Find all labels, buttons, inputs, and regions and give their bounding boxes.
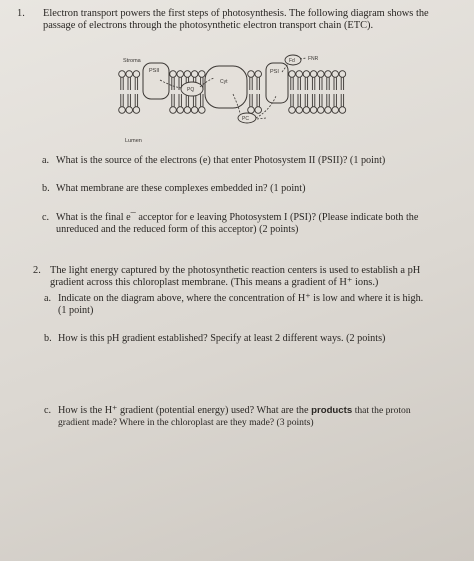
question-2-number: 2. [33, 265, 41, 276]
question-2c-text-line2: gradient made? Where in the chloroplast are they made? (3 points) [58, 417, 314, 428]
question-2-text-line2: gradient across this chloroplast membrane. (This means a gradient of H⁺ ions.) [50, 277, 379, 288]
question-2a [44, 293, 464, 319]
question-2a-label: a. [44, 293, 52, 304]
stroma-label: Stroma [123, 58, 141, 64]
question-1-text-line1: Electron transport powers the first steps of photosynthesis. The following diagram shows the [43, 8, 429, 19]
lumen-label: Lumen [125, 138, 142, 144]
question-2b [44, 333, 464, 347]
question-1b-label: b. [42, 183, 50, 194]
question-2c-text-post: that the proton [354, 405, 411, 416]
psi-label: PSI [270, 69, 279, 75]
question-1-number: 1. [17, 8, 25, 19]
question-1b-text: What membrane are these complexes embedded in? (1 point) [56, 183, 306, 194]
pc-label: PC [242, 116, 249, 122]
etc-diagram [0, 50, 474, 150]
question-2c-text-line1 [58, 405, 411, 417]
question-2a-text-line1: Indicate on the diagram above, where the concentration of H⁺ is low and where it is high. [58, 293, 424, 304]
question-2b-text: How is this pH gradient established? Specify at least 2 different ways. (2 points) [58, 333, 386, 344]
question-1c-text-line1: What is the final e¯ acceptor for e leaving Photosystem I (PSI)? (Please indicate both the [56, 212, 419, 223]
question-1a-label: a. [42, 155, 50, 166]
cyt-label: Cyt [220, 79, 228, 85]
question-2c-label: c. [44, 405, 52, 416]
question-2a-text-line2: (1 point) [58, 305, 94, 316]
fnr-label: FNR [308, 56, 319, 62]
question-1a [42, 155, 462, 169]
psii-label: PSII [149, 68, 160, 74]
fd-label: Fd [289, 58, 295, 64]
question-1c-label: c. [42, 212, 50, 223]
question-1c-text-line2: unreduced and the reduced form of this acceptor) (2 points) [56, 224, 299, 235]
pq-label: PQ [187, 87, 195, 93]
question-2c [44, 405, 464, 431]
cyt-complex [205, 66, 247, 108]
question-2c-text-pre: How is the H⁺ gradient (potential energy) used? What are the [58, 405, 309, 416]
question-2c-products-word: products [311, 405, 353, 416]
question-1a-text: What is the source of the electrons (e) that enter Photosystem II (PSII)? (1 point) [56, 155, 386, 166]
question-1b [42, 183, 462, 197]
question-1c [42, 212, 462, 238]
question-2b-label: b. [44, 333, 52, 344]
question-2-text-line1: The light energy captured by the photosynthetic reaction centers is used to establish a pH [50, 265, 421, 276]
question-1-text-line2: passage of electrons through the photosynthetic electron transport chain (ETC). [43, 20, 374, 31]
